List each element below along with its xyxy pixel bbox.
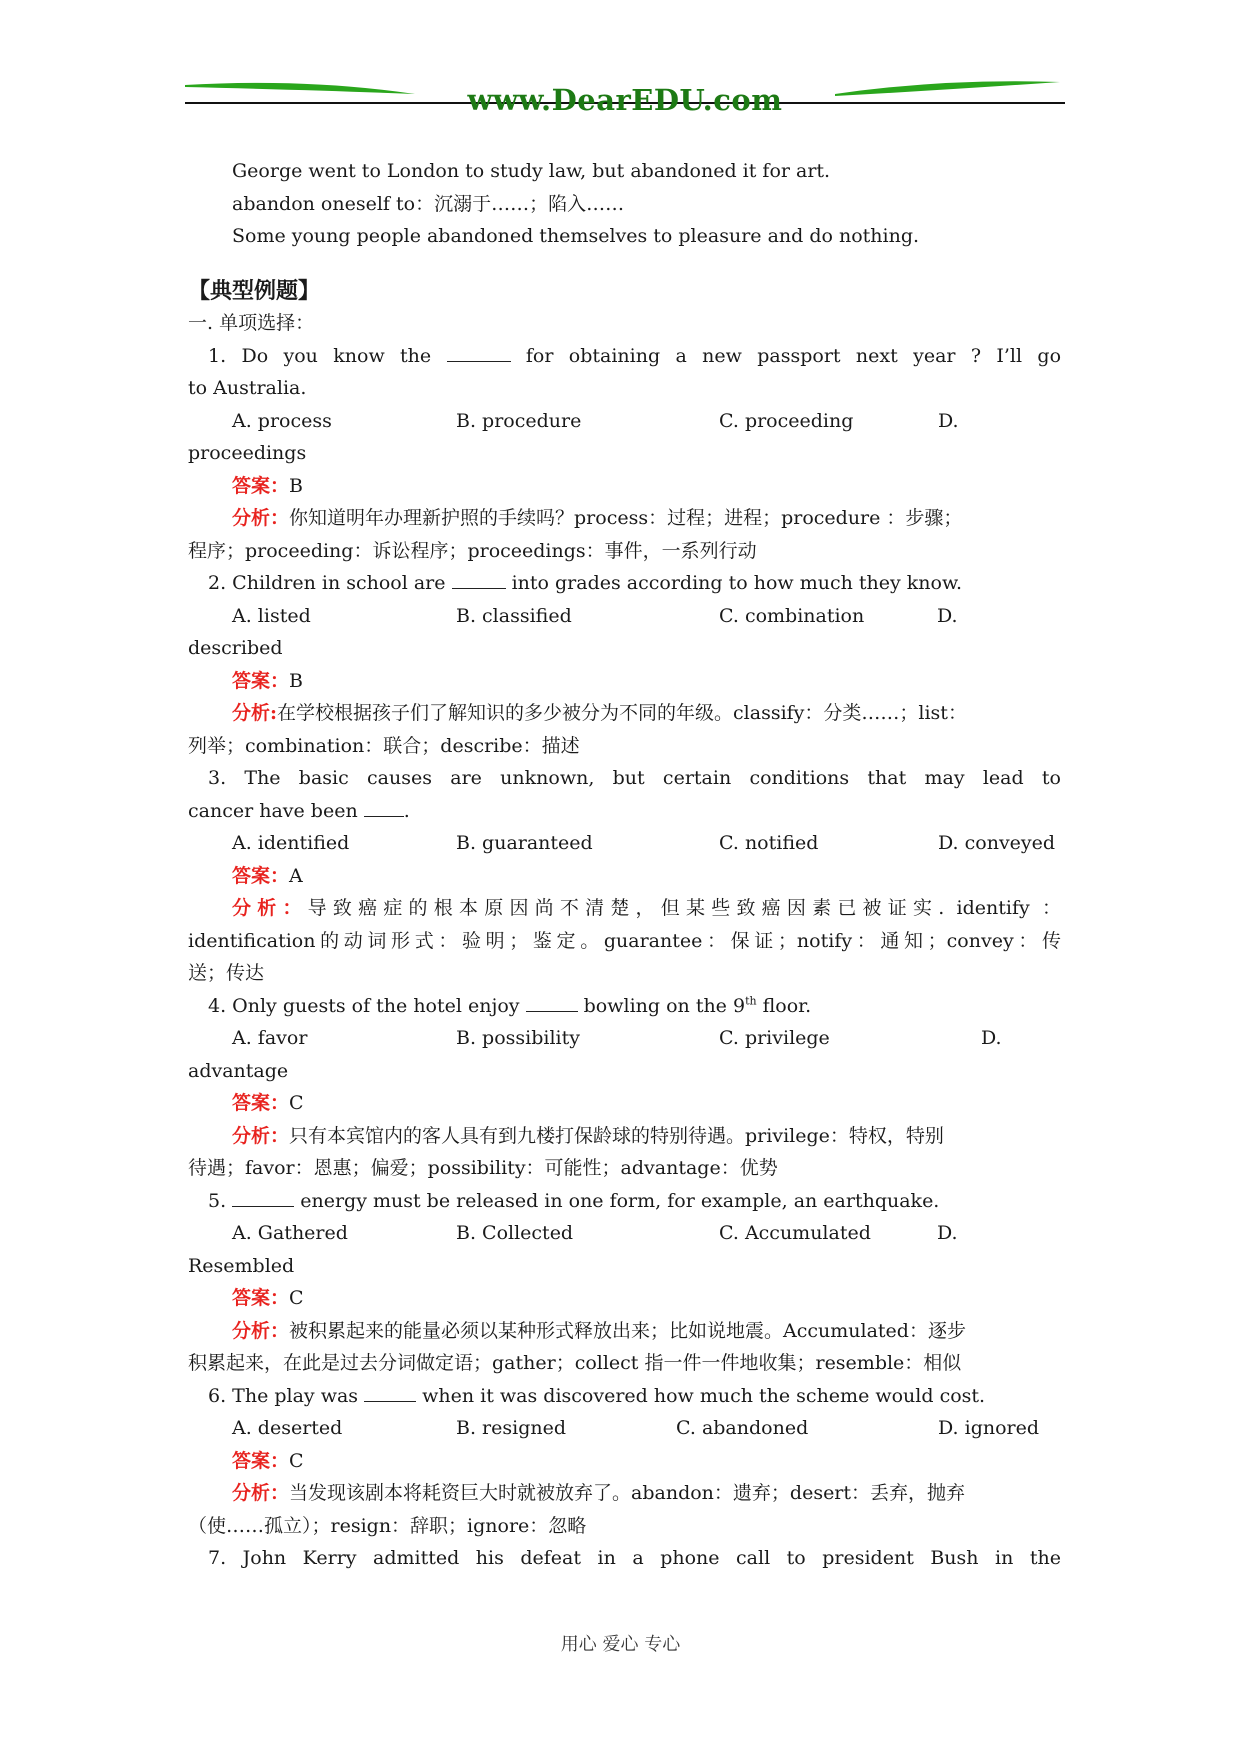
option: B. guaranteed — [456, 832, 593, 854]
option: D. conveyed — [938, 832, 1056, 854]
question-stem: 5. energy must be released in one form, for example, an earthquake. — [188, 1185, 1061, 1218]
analysis-line: 分析：当发现该剧本将耗资巨大时就被放弃了。abandon：遗弃；desert：丢弃，抛弃 — [232, 1482, 966, 1504]
answer-line: 答案：B — [232, 474, 303, 497]
analysis-line: 分析:在学校根据孩子们了解知识的多少被分为不同的年级。classify：分类……；list： — [232, 702, 967, 724]
analysis-line: 分析：被积累起来的能量必须以某种形式释放出来；比如说地震。Accumulated：逐步 — [232, 1319, 966, 1342]
intro-line: George went to London to study law, but abandoned it for art. — [232, 160, 831, 182]
analysis-line: 程序；proceeding：诉讼程序；proceedings：事件，一系列行动 — [188, 539, 757, 562]
answer-blank — [447, 342, 511, 362]
intro-line: Some young people abandoned themselves to pleasure and do nothing. — [232, 225, 920, 247]
analysis-line: 列举；combination：联合；describe：描述 — [188, 734, 580, 757]
analysis-line: 分析：导致癌症的根本原因尚不清楚，但某些致癌因素已被证实. identify ： — [232, 897, 1061, 919]
question-stem: 3. The basic causes are unknown, but certain conditions that may lead to — [208, 767, 1061, 789]
option: B. resigned — [456, 1417, 567, 1439]
answer-blank — [526, 992, 578, 1012]
option-row — [188, 1412, 1061, 1445]
document-body — [188, 155, 1061, 1575]
option: A. identified — [232, 832, 350, 854]
analysis-line: 待遇；favor：恩惠；偏爱；possibility：可能性；advantage：优势 — [188, 1157, 778, 1179]
option: D. — [981, 1027, 1002, 1049]
option-wrap: Resembled — [188, 1254, 295, 1277]
option-row — [188, 1217, 1061, 1250]
option: C. combination — [719, 604, 865, 627]
option: D. — [938, 409, 959, 432]
question-stem: 1. Do you know the for obtaining a new passport next year ? I’ll go — [188, 340, 1061, 373]
analysis-line: （使……孤立）；resign：辞职；ignore：忽略 — [188, 1514, 587, 1537]
answer-blank — [364, 797, 404, 817]
option: C. proceeding — [719, 409, 854, 432]
option: D. — [937, 1222, 958, 1244]
option-wrap: advantage — [188, 1059, 289, 1082]
site-logo[interactable]: www.DearEDU.com — [467, 83, 783, 117]
answer-blank — [232, 1187, 294, 1207]
question-stem: 4. Only guests of the hotel enjoy bowling on the 9th floor. — [188, 990, 1061, 1023]
page-header — [185, 80, 1065, 120]
option: B. classified — [456, 604, 572, 627]
answer-line: 答案：C — [232, 1287, 304, 1309]
answer-line: 答案：A — [232, 864, 303, 887]
question-stem-cont: cancer have been . — [188, 795, 1061, 828]
option-row — [188, 827, 1061, 860]
question-stem: 2. Children in school are into grades according to how much they know. — [188, 567, 1061, 600]
option-row — [188, 1022, 1061, 1055]
question-stem-cont: to Australia. — [188, 377, 307, 399]
option: A. listed — [232, 604, 311, 627]
option: C. privilege — [719, 1027, 830, 1049]
option: C. notified — [719, 832, 819, 854]
question-stem: 7. John Kerry admitted his defeat in a phone call to president Bush in the — [208, 1547, 1061, 1569]
option: C. abandoned — [676, 1417, 809, 1439]
option-row — [188, 600, 1061, 633]
subsection-title: 一. 单项选择： — [188, 312, 315, 334]
option-wrap: described — [188, 637, 283, 659]
page-footer: 用心 爱心 专心 — [560, 1634, 681, 1655]
option: A. favor — [232, 1027, 308, 1049]
option: D. ignored — [938, 1417, 1040, 1439]
section-title: 【典型例题】 — [188, 277, 321, 304]
analysis-line: 积累起来，在此是过去分词做定语；gather；collect 指一件一件地收集；resemble：相似 — [188, 1352, 962, 1374]
intro-line: abandon oneself to：沉溺于……；陷入…… — [232, 192, 625, 215]
option: B. possibility — [456, 1027, 580, 1049]
option: A. deserted — [232, 1417, 343, 1439]
option: D. — [937, 604, 958, 627]
analysis-line: 分析：只有本宾馆内的客人具有到九楼打保龄球的特别待遇。privilege：特权，特别 — [232, 1124, 944, 1147]
option: A. process — [232, 409, 332, 432]
analysis-line: 送；传达 — [188, 962, 265, 984]
analysis-line: identification的动词形式：验明；鉴定。guarantee：保证；notify：通知；convey：传 — [188, 929, 1061, 952]
option: A. Gathered — [232, 1222, 348, 1244]
answer-line: 答案：C — [232, 1449, 304, 1472]
question-stem: 6. The play was when it was discovered how much the scheme would cost. — [188, 1380, 1061, 1413]
option: B. Collected — [456, 1222, 574, 1244]
answer-line: 答案：B — [232, 669, 303, 692]
answer-blank — [452, 569, 506, 589]
option-row — [188, 405, 1061, 438]
option: C. Accumulated — [719, 1222, 871, 1244]
answer-blank — [364, 1382, 416, 1402]
option: B. procedure — [456, 409, 582, 432]
analysis-line: 分析：你知道明年办理新护照的手续吗？process：过程；进程；procedure ：步骤； — [232, 507, 963, 529]
option-wrap: proceedings — [188, 442, 307, 464]
answer-line: 答案：C — [232, 1092, 304, 1114]
